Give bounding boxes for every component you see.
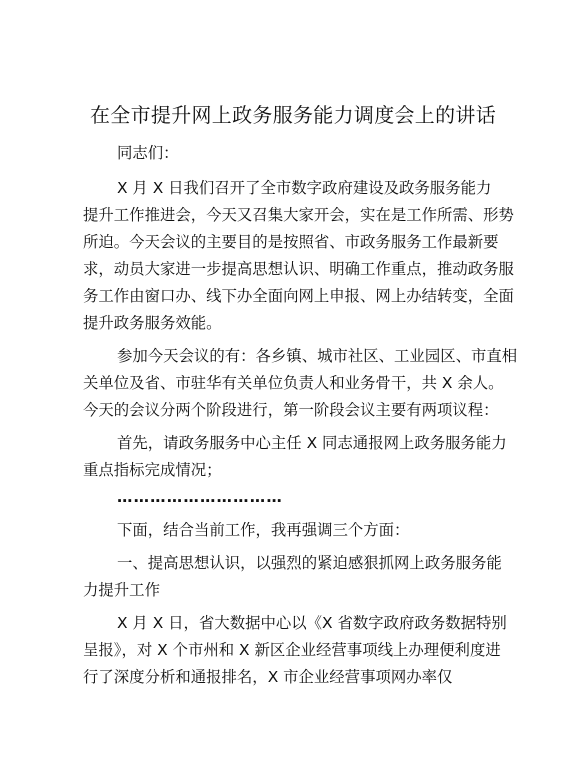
document-title: 在全市提升网上政务服务能力调度会上的讲话 xyxy=(90,103,496,127)
paragraph-line: 呈报》，对 X 个市州和 X 新区企业经营事项线上办理便利度进 xyxy=(83,641,501,659)
salutation: 同志们： xyxy=(117,144,179,162)
section-heading: 力提升工作 xyxy=(83,581,160,599)
paragraph-line: 关单位及省、市驻华有关单位负责人和业务骨干，共 X 余人。 xyxy=(83,374,504,392)
section-heading: 一、提高思想认识，以强烈的紧迫感狠抓网上政务服务能 xyxy=(117,554,502,572)
paragraph-line: 今天的会议分两个阶段进行，第一阶段会议主要有两项议程： xyxy=(83,401,499,419)
paragraph-line: 求，动员大家进一步提高思想认识、明确工作重点，推动政务服 xyxy=(83,260,514,278)
paragraph-line: 所迫。今天会议的主要目的是按照省、市政务服务工作最新要 xyxy=(83,233,499,251)
paragraph-line: 提升工作推进会，今天又召集大家开会，实在是工作所需、形势 xyxy=(83,206,514,224)
paragraph-line: X 月 X 日我们召开了全市数字政府建设及政务服务能力 xyxy=(117,179,492,197)
paragraph-line: X 月 X 日，省大数据中心以《X 省数字政府政务数据特别 xyxy=(117,614,507,632)
paragraph-line: 务工作由窗口办、线下办全面向网上申报、网上办结转变，全面 xyxy=(83,287,514,305)
paragraph-line: 首先，请政务服务中心主任 X 同志通报网上政务服务能力 xyxy=(117,434,507,452)
paragraph-line: 下面，结合当前工作，我再强调三个方面： xyxy=(117,521,410,539)
paragraph-line: 参加今天会议的有：各乡镇、城市社区、工业园区、市直相 xyxy=(117,347,518,365)
paragraph-line: 提升政务服务效能。 xyxy=(83,314,222,332)
ellipsis-separator: ………………………… xyxy=(117,488,283,506)
paragraph-line: 行了深度分析和通报排名，X 市企业经营事项网办率仅 xyxy=(83,668,453,686)
paragraph-line: 重点指标完成情况； xyxy=(83,461,222,479)
